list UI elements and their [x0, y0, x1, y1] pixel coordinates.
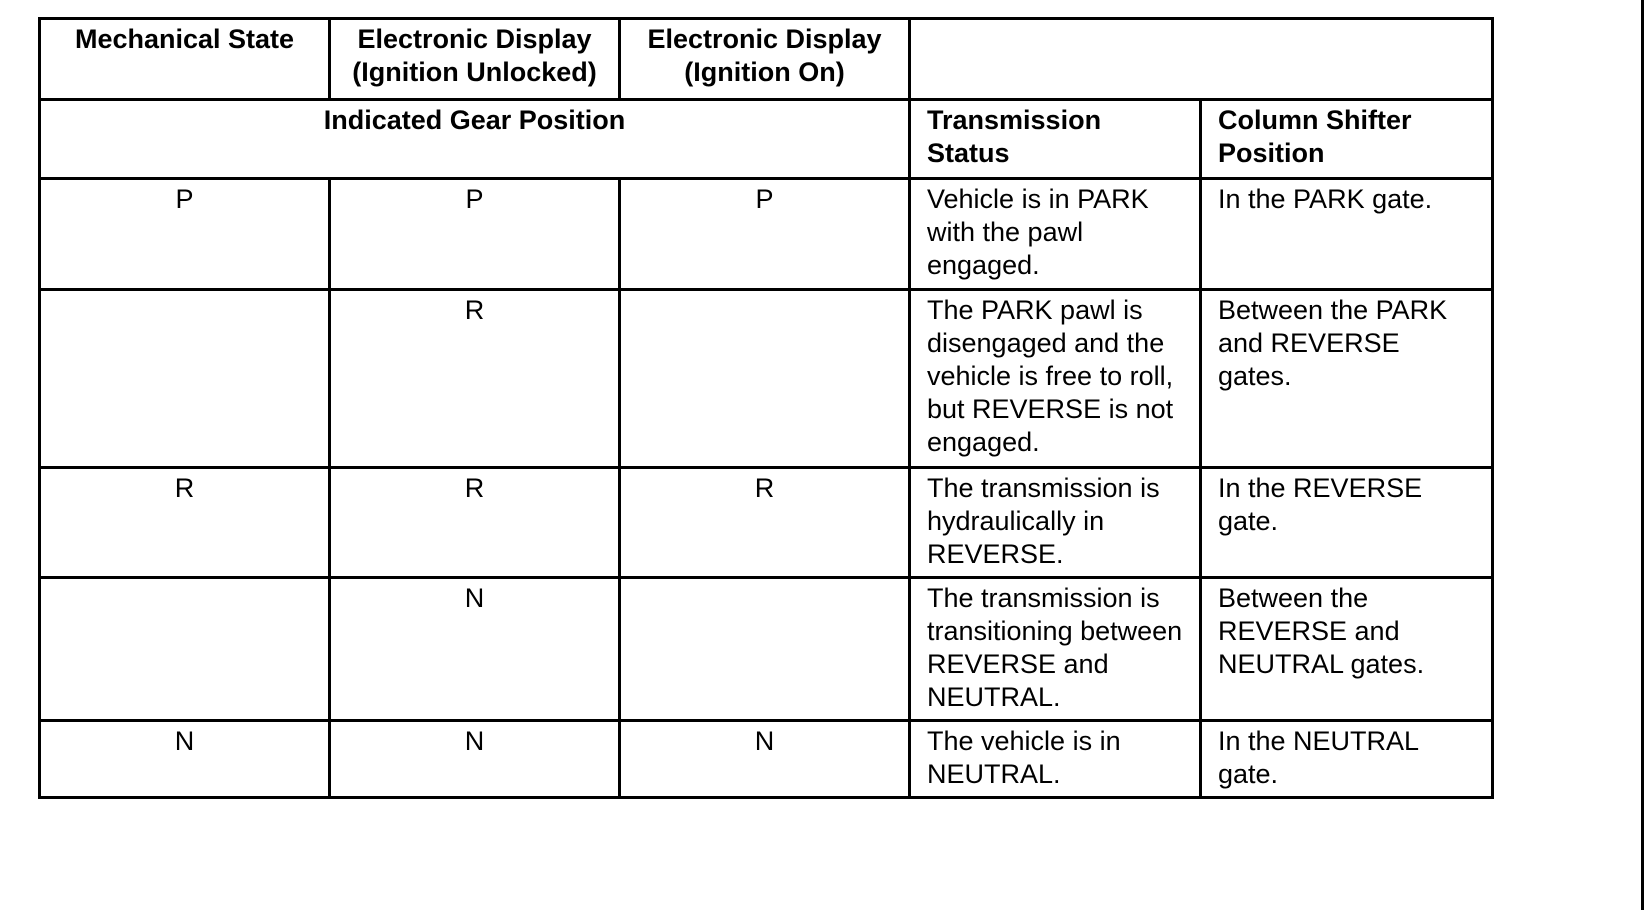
header-blank-cell [910, 19, 1493, 100]
cell-transmission-status: The transmission is hydraulically in REVERSE. [910, 468, 1201, 578]
table-row [40, 468, 1493, 578]
page-edge-divider [1641, 0, 1644, 910]
table-row [40, 578, 1493, 721]
cell-column-shifter-position: In the NEUTRAL gate. [1201, 721, 1493, 798]
cell-display-unlocked: N [330, 721, 620, 798]
cell-mechanical-state: N [40, 721, 330, 798]
cell-display-on: R [620, 468, 910, 578]
cell-column-shifter-position: In the PARK gate. [1201, 179, 1493, 290]
cell-display-unlocked: R [330, 468, 620, 578]
header-mechanical-state: Mechanical State [40, 19, 330, 100]
cell-transmission-status: The vehicle is in NEUTRAL. [910, 721, 1201, 798]
cell-mechanical-state: P [40, 179, 330, 290]
cell-transmission-status: The transmission is transitioning between REVERSE and NEUTRAL. [910, 578, 1201, 721]
cell-display-on [620, 578, 910, 721]
cell-column-shifter-position: Between the PARK and REVERSE gates. [1201, 290, 1493, 468]
table-row [40, 721, 1493, 798]
header-row [40, 100, 1493, 179]
header-display-ignition-on: Electronic Display (Ignition On) [620, 19, 910, 100]
cell-transmission-status: Vehicle is in PARK with the pawl engaged. [910, 179, 1201, 290]
header-column-shifter-position: Column Shifter Position [1201, 100, 1493, 179]
cell-column-shifter-position: Between the REVERSE and NEUTRAL gates. [1201, 578, 1493, 721]
cell-display-unlocked: N [330, 578, 620, 721]
cell-display-unlocked: R [330, 290, 620, 468]
cell-display-unlocked: P [330, 179, 620, 290]
header-transmission-status: Transmission Status [910, 100, 1201, 179]
cell-transmission-status: The PARK pawl is disengaged and the vehicle is free to roll, but REVERSE is not engaged. [910, 290, 1201, 468]
cell-column-shifter-position: In the REVERSE gate. [1201, 468, 1493, 578]
cell-display-on [620, 290, 910, 468]
header-display-ignition-unlocked: Electronic Display (Ignition Unlocked) [330, 19, 620, 100]
cell-mechanical-state [40, 578, 330, 721]
cell-mechanical-state [40, 290, 330, 468]
table-row [40, 290, 1493, 468]
cell-mechanical-state: R [40, 468, 330, 578]
header-row [40, 19, 1493, 100]
table-row [40, 179, 1493, 290]
gear-position-table [38, 17, 1494, 799]
cell-display-on: N [620, 721, 910, 798]
header-indicated-gear-position: Indicated Gear Position [40, 100, 910, 179]
cell-display-on: P [620, 179, 910, 290]
